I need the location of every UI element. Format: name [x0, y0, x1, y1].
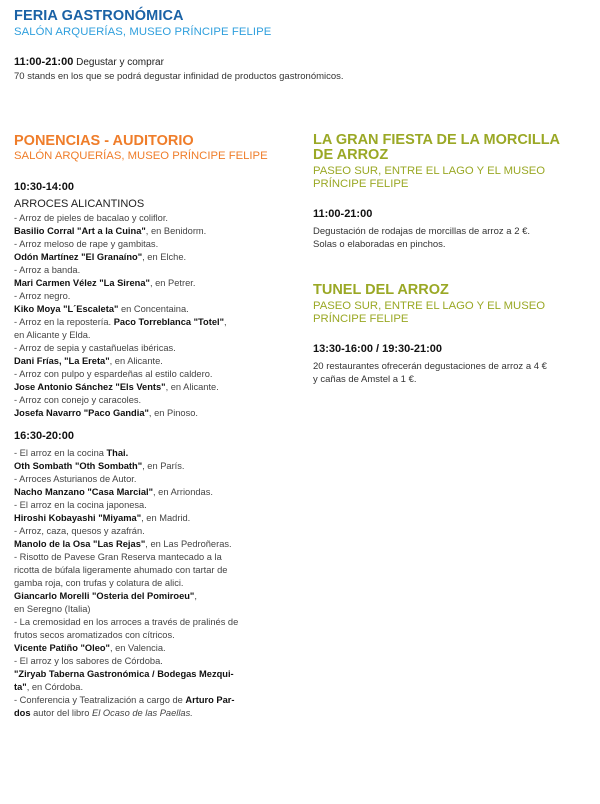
list-item-text: - El arroz y los sabores de Córdoba. — [14, 656, 163, 666]
morcilla-title-line2: DE ARROZ — [313, 147, 389, 163]
list-item — [14, 290, 268, 303]
feria-time: 11:00-21:00 — [14, 56, 74, 68]
list-item — [14, 460, 268, 473]
list-item-text: en Seregno (Italia) — [14, 604, 91, 614]
list-item-place: , en París. — [142, 461, 185, 471]
list-item-text: - Arroz negro. — [14, 291, 71, 301]
list-item — [14, 225, 268, 238]
list-item-place: , — [194, 591, 197, 601]
list-item — [14, 707, 268, 720]
list-item — [14, 642, 268, 655]
ponencias-location: SALÓN ARQUERÍAS, MUSEO PRÍNCIPE FELIPE — [14, 150, 268, 162]
morcilla-time: 11:00-21:00 — [313, 208, 373, 220]
list-item — [14, 655, 268, 668]
list-item — [14, 590, 268, 603]
morcilla-desc-line1: Degustación de rodajas de morcillas de arroz a 2 €. — [313, 226, 531, 237]
list-item — [14, 264, 268, 277]
list-item — [14, 499, 268, 512]
list-item — [14, 212, 268, 225]
list-item — [14, 277, 268, 290]
tunel-desc-line1: 20 restaurantes ofrecerán degustaciones de arroz a 4 € — [313, 361, 547, 372]
list-item-name: Jose Antonio Sánchez "Els Vents" — [14, 382, 166, 392]
list-item-name: Kiko Moya "L´Escaleta" — [14, 304, 119, 314]
list-item — [14, 525, 268, 538]
list-item — [14, 407, 268, 420]
feria-time-row — [14, 56, 344, 68]
tunel-section — [313, 283, 560, 386]
list-item-place: autor del libro — [30, 708, 93, 718]
ponencias-section — [14, 133, 268, 720]
list-item-place: , en Madrid. — [141, 513, 191, 523]
list-item-name: Hiroshi Kobayashi "Miyama" — [14, 513, 142, 523]
tunel-title: TUNEL DEL ARROZ — [313, 282, 449, 298]
list-item — [14, 342, 268, 355]
list-item-place: , en Benidorm. — [145, 226, 207, 236]
session1-list — [14, 212, 268, 420]
feria-section — [14, 8, 344, 83]
list-item — [14, 329, 268, 342]
morcilla-section — [313, 133, 560, 251]
list-item — [14, 551, 268, 564]
list-item-text: - Risotto de Pavese Gran Reserva mantecado a la — [14, 552, 222, 562]
list-item-name: Josefa Navarro "Paco Gandia" — [14, 408, 149, 418]
list-item — [14, 577, 268, 590]
list-item-place: en Concentaina. — [118, 304, 189, 314]
feria-location: SALÓN ARQUERÍAS, MUSEO PRÍNCIPE FELIPE — [14, 26, 272, 38]
list-item — [14, 681, 268, 694]
list-item — [14, 486, 268, 499]
list-item-text: - Arroz de pieles de bacalao y coliflor. — [14, 213, 168, 223]
list-item-place: , en Arriondas. — [153, 487, 213, 497]
session1-topic: ARROCES ALICANTINOS — [14, 198, 145, 210]
list-item-name: ta" — [14, 682, 27, 692]
list-item-text: - Arroz a banda. — [14, 265, 81, 275]
tunel-location-line2: PRÍNCIPE FELIPE — [313, 313, 409, 325]
list-item-name: Thai. — [106, 448, 129, 458]
list-item-text: - Arroz con conejo y caracoles. — [14, 395, 142, 405]
list-item-text: - Arroz meloso de rape y gambitas. — [14, 239, 159, 249]
list-item-name: Manolo de la Osa "Las Rejas" — [14, 539, 146, 549]
tunel-location-line1: PASEO SUR, ENTRE EL LAGO Y EL MUSEO — [313, 300, 546, 312]
feria-description: 70 stands en los que se podrá degustar infinidad de productos gastronómicos. — [14, 71, 344, 82]
session1-time: 10:30-14:00 — [14, 181, 74, 193]
list-item-name: Arturo Par- — [185, 695, 235, 705]
list-item-place: , en Alicante. — [109, 356, 163, 366]
morcilla-desc-line2: Solas o elaboradas en pinchos. — [313, 239, 446, 250]
list-item-text: ricotta de búfala ligeramente ahumado con tartar de — [14, 565, 228, 575]
session2-list — [14, 447, 268, 720]
list-item-place: , en Elche. — [142, 252, 187, 262]
list-item-name: Oth Sombath "Oth Sombath" — [14, 461, 143, 471]
list-item-name: Vicente Patiño "Oleo" — [14, 643, 110, 653]
feria-time-desc: Degustar y comprar — [76, 57, 164, 68]
list-item — [14, 512, 268, 525]
list-item-place: , — [223, 317, 227, 327]
list-item — [14, 564, 268, 577]
list-item — [14, 447, 268, 460]
list-item-text: - Arroz con pulpo y espardeñas al estilo caldero. — [14, 369, 213, 379]
list-item-text: en Alicante y Elda. — [14, 330, 91, 340]
list-item — [14, 355, 268, 368]
morcilla-title-line1: LA GRAN FIESTA DE LA MORCILLA — [313, 132, 561, 148]
list-item-place: , en Petrer. — [149, 278, 196, 288]
list-item — [14, 629, 268, 642]
list-item-text: frutos secos aromatizados con cítricos. — [14, 630, 175, 640]
list-item — [14, 616, 268, 629]
list-item-place: , en Córdoba. — [26, 682, 84, 692]
list-item — [14, 303, 268, 316]
morcilla-location-line2: PRÍNCIPE FELIPE — [313, 178, 409, 190]
session2-time: 16:30-20:00 — [14, 430, 74, 442]
tunel-desc-line2: y cañas de Amstel a 1 €. — [313, 374, 417, 385]
list-item — [14, 694, 268, 707]
list-item — [14, 538, 268, 551]
list-item-text: - Arroces Asturianos de Autor. — [14, 474, 137, 484]
list-item-name: Giancarlo Morelli "Osteria del Pomiroeu" — [14, 591, 195, 601]
list-item-book-title: El Ocaso de las Paellas. — [92, 708, 193, 718]
list-item-text: - El arroz en la cocina — [14, 448, 107, 458]
list-item — [14, 668, 268, 681]
list-item — [14, 368, 268, 381]
list-item-name: Mari Carmen Vélez "La Sirena" — [14, 278, 150, 288]
list-item-text: - Arroz en la repostería. — [14, 317, 114, 327]
list-item-text: - El arroz en la cocina japonesa. — [14, 500, 147, 510]
right-column — [313, 133, 560, 386]
list-item-text: - La cremosidad en los arroces a través de pralinés de — [14, 617, 239, 627]
list-item-place: , en Las Pedroñeras. — [145, 539, 232, 549]
list-item-place: , en Alicante. — [165, 382, 219, 392]
list-item-name: dos — [14, 708, 31, 718]
tunel-time: 13:30-16:00 / 19:30-21:00 — [313, 343, 443, 355]
list-item-text: gamba roja, con trufas y colatura de alici. — [14, 578, 184, 588]
list-item-text: - Conferencia y Teatralización a cargo de — [14, 695, 186, 705]
list-item-name: Odón Martínez "El Granaíno" — [14, 252, 143, 262]
list-item-name: Basilio Corral "Art a la Cuina" — [14, 226, 146, 236]
feria-title: FERIA GASTRONÓMICA — [14, 8, 184, 24]
list-item — [14, 381, 268, 394]
morcilla-location-line1: PASEO SUR, ENTRE EL LAGO Y EL MUSEO — [313, 165, 546, 177]
list-item-name: "Ziryab Taberna Gastronómica / Bodegas Mezqui- — [14, 669, 234, 679]
list-item — [14, 251, 268, 264]
list-item-place: , en Pinoso. — [148, 408, 199, 418]
list-item — [14, 316, 268, 329]
list-item — [14, 394, 268, 407]
list-item — [14, 603, 268, 616]
list-item-text: - Arroz de sepia y castañuelas ibéricas. — [14, 343, 176, 353]
list-item-name: Dani Frías, "La Ereta" — [14, 356, 110, 366]
list-item — [14, 238, 268, 251]
list-item-name: Nacho Manzano "Casa Marcial" — [14, 487, 154, 497]
ponencias-title: PONENCIAS - AUDITORIO — [14, 133, 194, 149]
list-item-text: - Arroz, caza, quesos y azafrán. — [14, 526, 145, 536]
list-item — [14, 473, 268, 486]
list-item-place: , en Valencia. — [109, 643, 166, 653]
list-item-name: Paco Torreblanca "Totel" — [113, 317, 224, 327]
